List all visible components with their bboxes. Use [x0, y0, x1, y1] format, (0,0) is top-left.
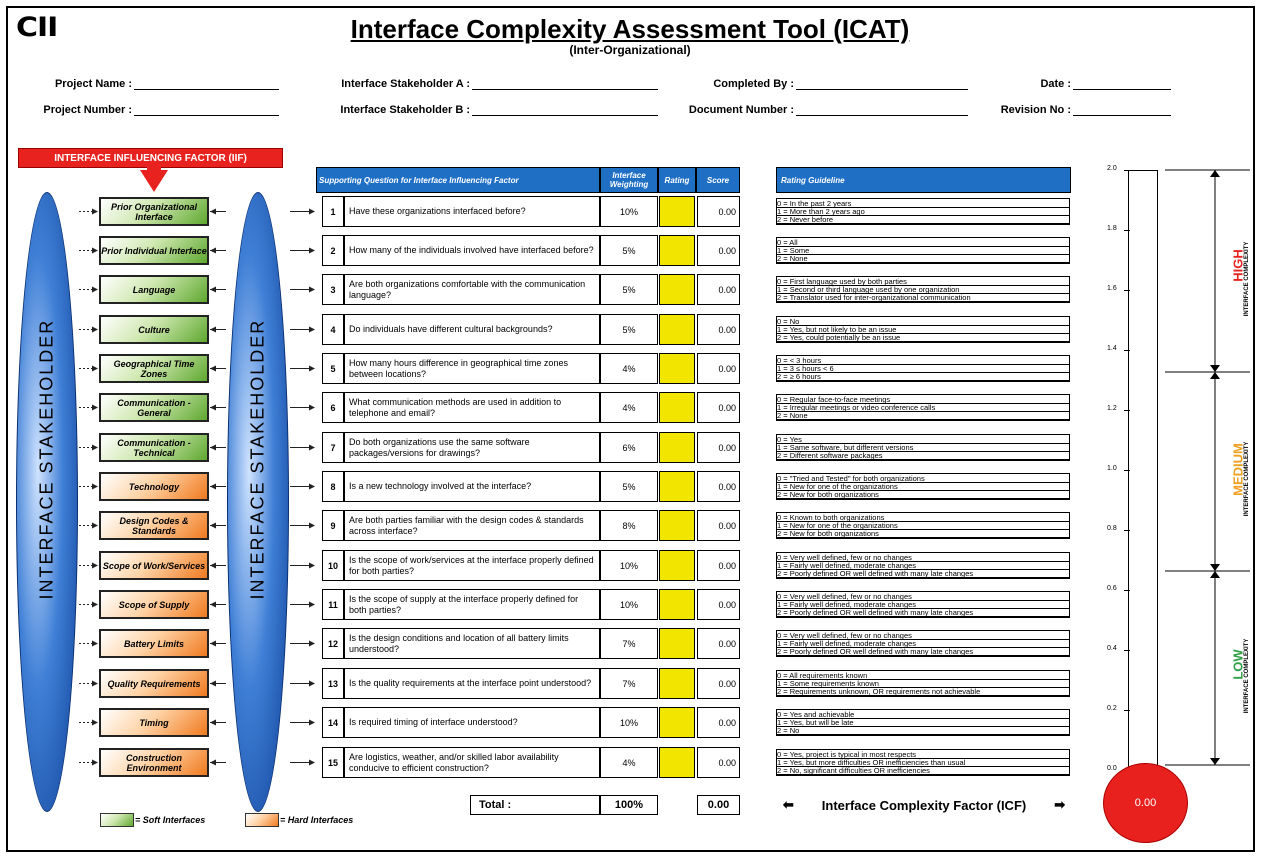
gauge-tick-label: 0.0: [1107, 765, 1117, 772]
zone-low-label: LOW: [1230, 649, 1246, 680]
rating-guideline: [776, 355, 1070, 382]
gauge-tick-mark: [1124, 410, 1130, 411]
weighting-value: 4%: [600, 747, 658, 778]
guideline-item: 1 = New for one of the organizations: [777, 483, 1069, 491]
rating-guideline: [776, 709, 1070, 736]
weighting-value: 5%: [600, 314, 658, 345]
rating-input[interactable]: [659, 196, 695, 227]
gauge-tick-label: 1.4: [1107, 345, 1117, 352]
guideline-item: 0 = Yes: [777, 436, 1069, 444]
guideline-item: 1 = Yes, but more difficulties OR inefficiencies than usual: [777, 759, 1069, 767]
total-weight: 100%: [600, 795, 658, 815]
guideline-item: 2 = None: [777, 412, 1069, 420]
stakeholder-b-label: Interface Stakeholder B :: [340, 104, 470, 116]
col-header-score: Score: [696, 167, 740, 193]
guideline-item: 0 = All: [777, 239, 1069, 247]
factor-box: Battery Limits: [99, 629, 209, 658]
guideline-item: 1 = 3 ≤ hours < 6: [777, 365, 1069, 373]
factor-box: Communication - Technical: [99, 433, 209, 462]
zone-medium-label: MEDIUM: [1230, 443, 1246, 496]
question-text: Have these organizations interfaced before?: [344, 196, 600, 227]
gauge-tick-mark: [1124, 230, 1130, 231]
guideline-item: 1 = More than 2 years ago: [777, 208, 1069, 216]
guideline-item: 2 = Poorly defined OR well defined with many late changes: [777, 570, 1069, 578]
score-value: 0.00: [697, 510, 740, 541]
guideline-item: 2 = Poorly defined OR well defined with many late changes: [777, 609, 1069, 617]
legend-soft-label: = Soft Interfaces: [135, 815, 206, 825]
zone-medium-sub: INTERFACE COMPLEXITY: [1244, 441, 1250, 517]
guideline-item: 1 = Second or third language used by one organization: [777, 286, 1069, 294]
guideline-item: 0 = < 3 hours: [777, 357, 1069, 365]
gauge-tick-label: 0.2: [1107, 705, 1117, 712]
row-number: 13: [322, 668, 344, 699]
guideline-item: 2 = No: [777, 727, 1069, 735]
rating-guideline: [776, 591, 1070, 618]
rating-input[interactable]: [659, 628, 695, 659]
row-number: 14: [322, 707, 344, 738]
gauge-tick-mark: [1124, 710, 1130, 711]
gauge-tick-label: 0.8: [1107, 525, 1117, 532]
guideline-item: 1 = Yes, but not likely to be an issue: [777, 326, 1069, 334]
rating-guideline: [776, 670, 1070, 697]
factor-box: Design Codes & Standards: [99, 511, 209, 540]
weighting-value: 8%: [600, 510, 658, 541]
rating-guideline: [776, 198, 1070, 225]
rating-guideline: [776, 276, 1070, 303]
score-value: 0.00: [697, 707, 740, 738]
rating-input[interactable]: [659, 510, 695, 541]
question-text: How many hours difference in geographical time zones between locations?: [344, 353, 600, 384]
guideline-item: 2 = New for both organizations: [777, 530, 1069, 538]
rating-guideline: [776, 316, 1070, 343]
rating-input[interactable]: [659, 432, 695, 463]
row-number: 12: [322, 628, 344, 659]
rating-input[interactable]: [659, 668, 695, 699]
weighting-value: 7%: [600, 628, 658, 659]
guideline-item: 0 = Very well defined, few or no changes: [777, 593, 1069, 601]
weighting-value: 4%: [600, 392, 658, 423]
row-number: 1: [322, 196, 344, 227]
stakeholder-a-label: Interface Stakeholder A :: [341, 78, 470, 90]
question-text: Is the quality requirements at the interface point understood?: [344, 668, 600, 699]
row-number: 7: [322, 432, 344, 463]
row-number: 9: [322, 510, 344, 541]
rating-input[interactable]: [659, 589, 695, 620]
gauge-tick-mark: [1124, 470, 1130, 471]
factor-box: Scope of Work/Services: [99, 551, 209, 580]
guideline-item: 1 = Irregular meetings or video conference calls: [777, 404, 1069, 412]
project-number-label: Project Number :: [43, 104, 132, 116]
score-value: 0.00: [697, 196, 740, 227]
guideline-item: 2 = ≥ 6 hours: [777, 373, 1069, 381]
factor-box: Language: [99, 275, 209, 304]
gauge-tick-mark: [1124, 290, 1130, 291]
document-number-label: Document Number :: [688, 104, 794, 116]
gauge-tick-mark: [1124, 590, 1130, 591]
revision-no-label: Revision No :: [1000, 104, 1071, 116]
row-number: 5: [322, 353, 344, 384]
gauge-tick-label: 0.6: [1107, 585, 1117, 592]
row-number: 11: [322, 589, 344, 620]
col-header-question: Supporting Question for Interface Influencing Factor: [316, 167, 600, 193]
factor-box: Scope of Supply: [99, 590, 209, 619]
icf-label-row: [748, 795, 1100, 815]
score-value: 0.00: [697, 235, 740, 266]
guideline-item: 0 = Yes and achievable: [777, 711, 1069, 719]
factor-box: Geographical Time Zones: [99, 354, 209, 383]
total-score: 0.00: [697, 795, 740, 815]
factor-box: Prior Individual Interface: [99, 236, 209, 265]
page-title: Interface Complexity Assessment Tool (ICAT): [350, 14, 910, 44]
guideline-item: 1 = Some: [777, 247, 1069, 255]
rating-guideline: [776, 512, 1070, 539]
factor-box: Culture: [99, 315, 209, 344]
weighting-value: 5%: [600, 274, 658, 305]
question-text: Do individuals have different cultural backgrounds?: [344, 314, 600, 345]
guideline-item: 1 = Fairly well defined, moderate changes: [777, 562, 1069, 570]
guideline-item: 0 = No: [777, 318, 1069, 326]
right-arrow-icon: ➡: [1054, 797, 1066, 812]
total-label: Total :: [470, 795, 600, 815]
guideline-item: 2 = Translator used for inter-organizational communication: [777, 294, 1069, 302]
score-value: 0.00: [697, 432, 740, 463]
score-value: 0.00: [697, 353, 740, 384]
rating-guideline: [776, 394, 1070, 421]
score-value: 0.00: [697, 668, 740, 699]
stakeholder-label-right: INTERFACE STAKEHOLDER: [247, 318, 268, 600]
gauge-tick-label: 2.0: [1107, 165, 1117, 172]
legend-soft-swatch: [100, 813, 134, 827]
completed-by-label: Completed By :: [713, 78, 794, 90]
rating-guideline: [776, 552, 1070, 579]
guideline-item: 0 = In the past 2 years: [777, 200, 1069, 208]
gauge-tick-label: 1.8: [1107, 225, 1117, 232]
rating-guideline: [776, 237, 1070, 264]
guideline-item: 2 = Different software packages: [777, 452, 1069, 460]
zone-high-sub: INTERFACE COMPLEXITY: [1244, 241, 1250, 317]
guideline-item: 2 = New for both organizations: [777, 491, 1069, 499]
score-value: 0.00: [697, 471, 740, 502]
legend-hard-swatch: [245, 813, 279, 827]
row-number: 6: [322, 392, 344, 423]
guideline-item: 0 = Regular face-to-face meetings: [777, 396, 1069, 404]
legend-hard-label: = Hard Interfaces: [280, 815, 354, 825]
col-header-rating: Rating: [658, 167, 696, 193]
weighting-value: 10%: [600, 589, 658, 620]
guideline-item: 2 = Never before: [777, 216, 1069, 224]
icf-label: Interface Complexity Factor (ICF): [821, 797, 1027, 813]
guideline-item: 2 = Requirements unknown, OR requirements not achievable: [777, 688, 1069, 696]
guideline-item: 0 = Very well defined, few or no changes: [777, 554, 1069, 562]
factor-box: Prior Organizational Interface: [99, 197, 209, 226]
rating-guideline: [776, 749, 1070, 776]
score-value: 0.00: [697, 628, 740, 659]
guideline-item: 2 = No, significant difficulties OR inefficiencies: [777, 767, 1069, 775]
question-text: Are logistics, weather, and/or skilled labor availability conducive to efficient construction?: [344, 747, 600, 778]
rating-guideline: [776, 434, 1070, 461]
col-header-guide: Rating Guideline: [776, 167, 1071, 193]
icf-gauge-tube: [1128, 170, 1158, 770]
factor-box: Quality Requirements: [99, 669, 209, 698]
gauge-tick-label: 1.0: [1107, 465, 1117, 472]
weighting-value: 10%: [600, 196, 658, 227]
gauge-tick-mark: [1124, 650, 1130, 651]
rating-input[interactable]: [659, 314, 695, 345]
stakeholder-label-left: INTERFACE STAKEHOLDER: [36, 318, 57, 600]
rating-input[interactable]: [659, 747, 695, 778]
weighting-value: 5%: [600, 235, 658, 266]
rating-input[interactable]: [659, 392, 695, 423]
page-subtitle: (Inter-Organizational): [569, 43, 691, 57]
guideline-item: 1 = Same software, but different versions: [777, 444, 1069, 452]
factor-box: Communication - General: [99, 393, 209, 422]
factor-box: Timing: [99, 708, 209, 737]
iif-banner: INTERFACE INFLUENCING FACTOR (IIF): [18, 148, 283, 168]
gauge-tick-label: 1.6: [1107, 285, 1117, 292]
question-text: Is the design conditions and location of all battery limits understood?: [344, 628, 600, 659]
rating-guideline: [776, 473, 1070, 500]
question-text: What communication methods are used in addition to telephone and email?: [344, 392, 600, 423]
guideline-item: 1 = Fairly well defined, moderate changes: [777, 601, 1069, 609]
guideline-item: 2 = None: [777, 255, 1069, 263]
zone-low-sub: INTERFACE COMPLEXITY: [1244, 638, 1250, 714]
guideline-item: 0 = First language used by both parties: [777, 278, 1069, 286]
rating-input[interactable]: [659, 550, 695, 581]
question-text: How many of the individuals involved have interfaced before?: [344, 235, 600, 266]
gauge-tick-label: 1.2: [1107, 405, 1117, 412]
question-text: Do both organizations use the same software packages/versions for drawings?: [344, 432, 600, 463]
question-text: Are both organizations comfortable with the communication language?: [344, 274, 600, 305]
guideline-item: 0 = Yes, project is typical in most respects: [777, 751, 1069, 759]
date-label: Date :: [1040, 78, 1071, 90]
gauge-tick-label: 0.4: [1107, 645, 1117, 652]
guideline-item: 1 = Some requirements known: [777, 680, 1069, 688]
rating-input[interactable]: [659, 235, 695, 266]
gauge-tick-mark: [1124, 530, 1130, 531]
guideline-item: 0 = All requirements known: [777, 672, 1069, 680]
row-number: 2: [322, 235, 344, 266]
score-value: 0.00: [697, 747, 740, 778]
gauge-tick-mark: [1124, 350, 1130, 351]
factor-box: Technology: [99, 472, 209, 501]
guideline-item: 2 = Yes, could potentially be an issue: [777, 334, 1069, 342]
score-value: 0.00: [697, 314, 740, 345]
zone-high-label: HIGH: [1230, 249, 1246, 282]
rating-guideline: [776, 630, 1070, 657]
row-number: 8: [322, 471, 344, 502]
rating-input[interactable]: [659, 707, 695, 738]
question-text: Are both parties familiar with the design codes & standards across interface?: [344, 510, 600, 541]
question-text: Is a new technology involved at the interface?: [344, 471, 600, 502]
guideline-item: 1 = New for one of the organizations: [777, 522, 1069, 530]
factor-box: Construction Environment: [99, 748, 209, 777]
guideline-item: 1 = Yes, but will be late: [777, 719, 1069, 727]
row-number: 4: [322, 314, 344, 345]
rating-input[interactable]: [659, 274, 695, 305]
row-number: 10: [322, 550, 344, 581]
gauge-tick-mark: [1124, 170, 1130, 171]
row-number: 3: [322, 274, 344, 305]
guideline-item: 1 = Fairly well defined, moderate changes: [777, 640, 1069, 648]
weighting-value: 4%: [600, 353, 658, 384]
project-name-label: Project Name :: [54, 78, 132, 90]
guideline-item: 2 = Poorly defined OR well defined with many late changes: [777, 648, 1069, 656]
score-value: 0.00: [697, 589, 740, 620]
left-arrow-icon: ⬅: [782, 797, 794, 812]
rating-input[interactable]: [659, 471, 695, 502]
guideline-item: 0 = Very well defined, few or no changes: [777, 632, 1069, 640]
score-value: 0.00: [697, 392, 740, 423]
icf-gauge-bulb: 0.00: [1103, 763, 1188, 843]
score-value: 0.00: [697, 274, 740, 305]
question-text: Is required timing of interface understood?: [344, 707, 600, 738]
question-text: Is the scope of supply at the interface properly defined for both parties?: [344, 589, 600, 620]
col-header-weighting: Interface Weighting: [600, 167, 658, 193]
weighting-value: 10%: [600, 707, 658, 738]
guideline-item: 0 = "Tried and Tested" for both organizations: [777, 475, 1069, 483]
weighting-value: 10%: [600, 550, 658, 581]
weighting-value: 6%: [600, 432, 658, 463]
score-value: 0.00: [697, 550, 740, 581]
weighting-value: 5%: [600, 471, 658, 502]
guideline-item: 0 = Known to both organizations: [777, 514, 1069, 522]
rating-input[interactable]: [659, 353, 695, 384]
weighting-value: 7%: [600, 668, 658, 699]
question-text: Is the scope of work/services at the interface properly defined for both parties?: [344, 550, 600, 581]
cii-logo: CII: [16, 11, 58, 44]
row-number: 15: [322, 747, 344, 778]
